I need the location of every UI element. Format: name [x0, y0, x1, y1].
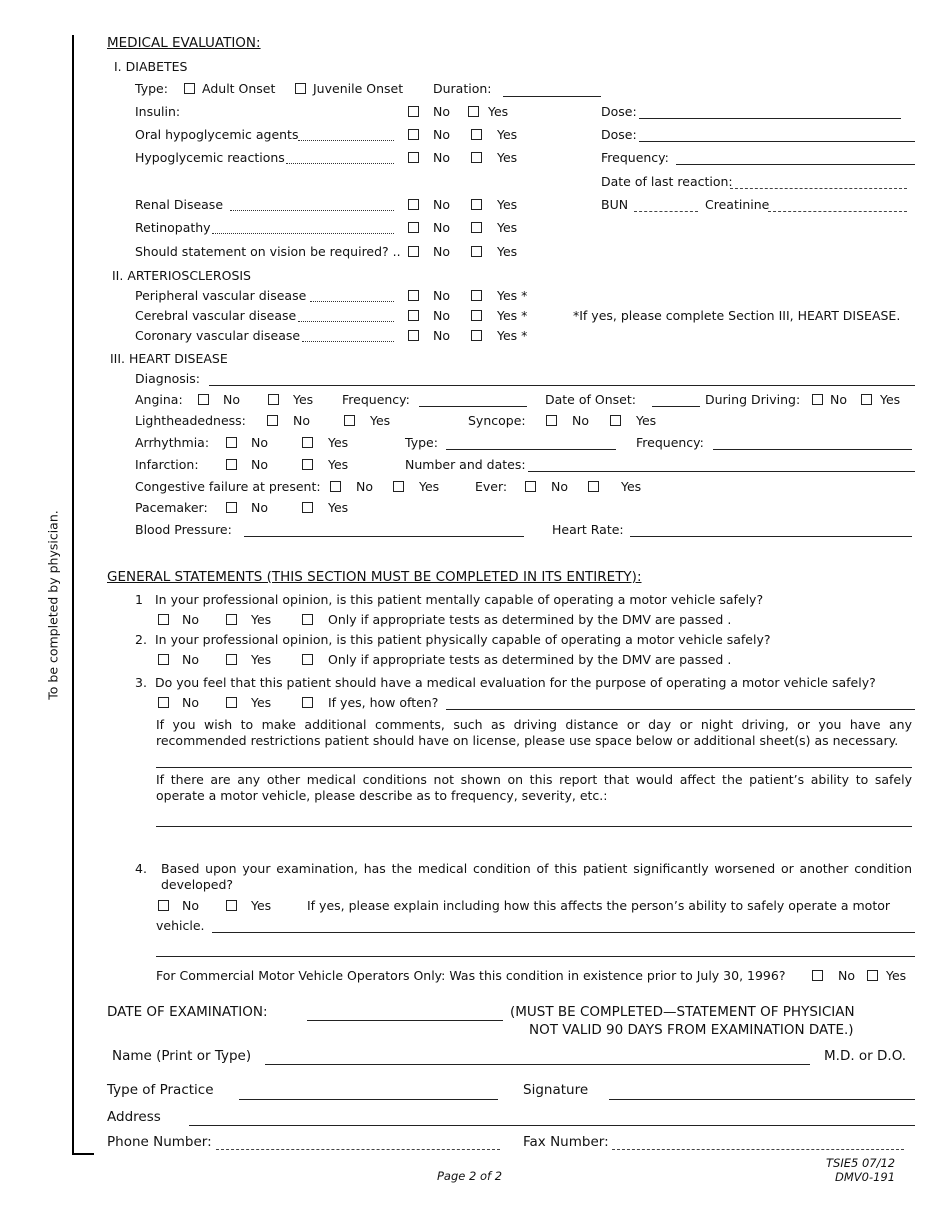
angina-frequency-label: Frequency:: [342, 392, 410, 407]
md-do-label: M.D. or D.O.: [824, 1048, 907, 1064]
name-field[interactable]: [265, 1064, 810, 1065]
pacemaker-yes-label: Yes: [328, 500, 349, 515]
comments-instructions: If you wish to make additional comments, such as driving distance or day or night driving, or you have any recommended restrictions patient should have on license, please use space below or additional sheet(s) as necessary.: [156, 717, 912, 748]
diabetes-type-label: Type:: [135, 81, 168, 96]
renal-yes-checkbox[interactable]: [471, 199, 482, 210]
driving-no-checkbox[interactable]: [812, 394, 823, 405]
arrhythmia-type-label: Type:: [405, 435, 438, 450]
q3-no-checkbox[interactable]: [158, 697, 169, 708]
light-yes-label: Yes: [370, 413, 391, 428]
commercial-no-checkbox[interactable]: [812, 970, 823, 981]
general-heading: GENERAL STATEMENTS (THIS SECTION MUST BE COMPLETED IN ITS ENTIRETY):: [107, 569, 642, 585]
commercial-question: For Commercial Motor Vehicle Operators Only: Was this condition in existence prior to July 30, 1996?: [156, 968, 786, 983]
insulin-dose-field[interactable]: [639, 118, 901, 119]
during-driving-label: During Driving:: [705, 392, 801, 407]
vision-yes-checkbox[interactable]: [471, 246, 482, 257]
q3-often-label: If yes, how often?: [328, 695, 439, 710]
q3-yes-label: Yes: [251, 695, 272, 710]
infarction-yes-checkbox[interactable]: [302, 459, 313, 470]
arrhythmia-yes-checkbox[interactable]: [302, 437, 313, 448]
q3-often-checkbox[interactable]: [302, 697, 313, 708]
ever-label: Ever:: [475, 479, 508, 494]
q2-conditional-checkbox[interactable]: [302, 654, 313, 665]
light-yes-checkbox[interactable]: [344, 415, 355, 426]
practice-label: Type of Practice: [107, 1082, 214, 1098]
cerebral-label: Cerebral vascular disease: [135, 308, 297, 323]
q2-no-checkbox[interactable]: [158, 654, 169, 665]
driving-no-label: No: [830, 392, 847, 407]
q2-number: 2.: [135, 632, 147, 647]
signature-field[interactable]: [609, 1099, 915, 1100]
q4-no-label: No: [182, 898, 199, 913]
chf-label: Congestive failure at present:: [135, 479, 321, 494]
arterio-note: *If yes, please complete Section III, HEART DISEASE.: [573, 308, 901, 323]
light-no-checkbox[interactable]: [267, 415, 278, 426]
chf-yes-checkbox[interactable]: [393, 481, 404, 492]
page-number: Page 2 of 2: [437, 1169, 503, 1183]
arterio-heading: II. ARTERIOSCLEROSIS: [112, 268, 251, 283]
driving-yes-label: Yes: [880, 392, 901, 407]
commercial-no-label: No: [838, 968, 855, 983]
leader-dots: [212, 233, 394, 234]
cerebral-yes-checkbox[interactable]: [471, 310, 482, 321]
vision-yes-label: Yes: [497, 244, 518, 259]
peripheral-no-checkbox[interactable]: [408, 290, 419, 301]
peripheral-yes-label: Yes *: [497, 288, 528, 303]
q1-no-label: No: [182, 612, 199, 627]
number-dates-field[interactable]: [528, 471, 915, 472]
retinopathy-label: Retinopathy: [135, 220, 211, 235]
renal-no-label: No: [433, 197, 450, 212]
infarction-no-label: No: [251, 457, 268, 472]
date-onset-label: Date of Onset:: [545, 392, 636, 407]
hypo-frequency-label: Frequency:: [601, 150, 669, 165]
insulin-no-checkbox[interactable]: [408, 106, 419, 117]
q3-often-field[interactable]: [446, 709, 915, 710]
angina-frequency-field[interactable]: [419, 406, 527, 407]
signature-label: Signature: [523, 1082, 589, 1098]
oral-yes-checkbox[interactable]: [471, 129, 482, 140]
oral-no-checkbox[interactable]: [408, 129, 419, 140]
bp-field[interactable]: [244, 536, 524, 537]
hr-label: Heart Rate:: [552, 522, 624, 537]
angina-no-label: No: [223, 392, 240, 407]
pacemaker-no-checkbox[interactable]: [226, 502, 237, 513]
syncope-label: Syncope:: [468, 413, 526, 428]
cerebral-yes-label: Yes *: [497, 308, 528, 323]
arrhythmia-frequency-field[interactable]: [713, 449, 912, 450]
juvenile-onset-checkbox[interactable]: [295, 83, 306, 94]
pacemaker-yes-checkbox[interactable]: [302, 502, 313, 513]
creatinine-label: Creatinine: [705, 197, 770, 212]
form-id: DMV0-191: [835, 1170, 896, 1184]
cerebral-no-label: No: [433, 308, 450, 323]
q1-conditional-checkbox[interactable]: [302, 614, 313, 625]
creatinine-field[interactable]: [768, 211, 907, 212]
insulin-no-label: No: [433, 104, 450, 119]
comments-field[interactable]: [156, 767, 912, 768]
lightheadedness-label: Lightheadedness:: [135, 413, 246, 428]
q2-text: In your professional opinion, is this patient physically capable of operating a motor vehicle safely?: [155, 632, 771, 647]
q3-yes-checkbox[interactable]: [226, 697, 237, 708]
retinopathy-no-checkbox[interactable]: [408, 222, 419, 233]
phone-field[interactable]: [216, 1149, 500, 1150]
q4-explain-field-2[interactable]: [156, 956, 915, 957]
arrhythmia-label: Arrhythmia:: [135, 435, 210, 450]
arrhythmia-no-label: No: [251, 435, 268, 450]
coronary-yes-checkbox[interactable]: [471, 330, 482, 341]
juvenile-onset-label: Juvenile Onset: [313, 81, 404, 96]
peripheral-label: Peripheral vascular disease: [135, 288, 307, 303]
cerebral-no-checkbox[interactable]: [408, 310, 419, 321]
angina-no-checkbox[interactable]: [198, 394, 209, 405]
heart-heading: III. HEART DISEASE: [110, 351, 228, 366]
renal-label: Renal Disease: [135, 197, 224, 212]
adult-onset-label: Adult Onset: [202, 81, 276, 96]
hypo-yes-checkbox[interactable]: [471, 152, 482, 163]
renal-yes-label: Yes: [497, 197, 518, 212]
coronary-no-checkbox[interactable]: [408, 330, 419, 341]
retinopathy-no-label: No: [433, 220, 450, 235]
pacemaker-no-label: No: [251, 500, 268, 515]
left-border: [72, 35, 74, 1155]
date-onset-field[interactable]: [652, 406, 700, 407]
commercial-yes-label: Yes: [886, 968, 907, 983]
q2-yes-checkbox[interactable]: [226, 654, 237, 665]
q2-yes-label: Yes: [251, 652, 272, 667]
q2-conditional-label: Only if appropriate tests as determined by the DMV are passed .: [328, 652, 732, 667]
oral-yes-label: Yes: [497, 127, 518, 142]
q4-yes-checkbox[interactable]: [226, 900, 237, 911]
leader-dots: [298, 140, 394, 141]
peripheral-no-label: No: [433, 288, 450, 303]
chf-no-label: No: [356, 479, 373, 494]
syncope-no-checkbox[interactable]: [546, 415, 557, 426]
insulin-yes-label: Yes: [488, 104, 509, 119]
fax-field[interactable]: [612, 1149, 904, 1150]
q3-no-label: No: [182, 695, 199, 710]
fax-label: Fax Number:: [523, 1134, 609, 1150]
name-label: Name (Print or Type): [112, 1048, 252, 1064]
adult-onset-checkbox[interactable]: [184, 83, 195, 94]
q4-vehicle-text: vehicle.: [156, 918, 205, 933]
must-complete-line1: (MUST BE COMPLETED—STATEMENT OF PHYSICIAN: [510, 1004, 855, 1020]
hr-field[interactable]: [630, 536, 912, 537]
bp-label: Blood Pressure:: [135, 522, 232, 537]
coronary-label: Coronary vascular disease: [135, 328, 301, 343]
duration-field[interactable]: [503, 96, 601, 97]
oral-no-label: No: [433, 127, 450, 142]
diagnosis-field[interactable]: [209, 385, 915, 386]
angina-yes-checkbox[interactable]: [268, 394, 279, 405]
arrhythmia-no-checkbox[interactable]: [226, 437, 237, 448]
q1-conditional-label: Only if appropriate tests as determined by the DMV are passed .: [328, 612, 732, 627]
retinopathy-yes-checkbox[interactable]: [471, 222, 482, 233]
insulin-label: Insulin:: [135, 104, 181, 119]
arrhythmia-frequency-label: Frequency:: [636, 435, 704, 450]
q2-no-label: No: [182, 652, 199, 667]
diagnosis-label: Diagnosis:: [135, 371, 200, 386]
form-code: TSIE5 07/12: [826, 1156, 896, 1170]
vision-label: Should statement on vision be required? ..: [135, 244, 401, 259]
oral-label: Oral hypoglycemic agents: [135, 127, 299, 142]
must-complete-line2: NOT VALID 90 DAYS FROM EXAMINATION DATE.): [529, 1022, 854, 1038]
arrhythmia-type-field[interactable]: [446, 449, 616, 450]
angina-label: Angina:: [135, 392, 183, 407]
diabetes-heading: I. DIABETES: [114, 59, 188, 74]
q3-text: Do you feel that this patient should have a medical evaluation for the purpose of operating a motor vehicle safely?: [155, 675, 876, 690]
phone-label: Phone Number:: [107, 1134, 212, 1150]
insulin-yes-checkbox[interactable]: [468, 106, 479, 117]
syncope-yes-checkbox[interactable]: [610, 415, 621, 426]
q4-yes-label: Yes: [251, 898, 272, 913]
q4-explain-field[interactable]: [212, 932, 915, 933]
leader-dots: [310, 301, 394, 302]
peripheral-yes-checkbox[interactable]: [471, 290, 482, 301]
arrhythmia-yes-label: Yes: [328, 435, 349, 450]
bun-label: BUN: [601, 197, 629, 212]
infarction-yes-label: Yes: [328, 457, 349, 472]
ever-yes-checkbox[interactable]: [588, 481, 599, 492]
driving-yes-checkbox[interactable]: [861, 394, 872, 405]
hypo-no-checkbox[interactable]: [408, 152, 419, 163]
address-label: Address: [107, 1109, 161, 1125]
bun-field[interactable]: [634, 211, 698, 212]
leader-dots: [298, 321, 394, 322]
hypo-frequency-field[interactable]: [676, 164, 915, 165]
infarction-label: Infarction:: [135, 457, 199, 472]
renal-no-checkbox[interactable]: [408, 199, 419, 210]
insulin-dose-label: Dose:: [601, 104, 637, 119]
retinopathy-yes-label: Yes: [497, 220, 518, 235]
oral-dose-label: Dose:: [601, 127, 637, 142]
leader-dots: [230, 210, 394, 211]
pacemaker-label: Pacemaker:: [135, 500, 208, 515]
q4-explain-text: If yes, please explain including how this affects the person’s ability to safely operate a motor: [307, 898, 891, 913]
q1-yes-label: Yes: [251, 612, 272, 627]
other-conditions-field[interactable]: [156, 826, 912, 827]
chf-no-checkbox[interactable]: [330, 481, 341, 492]
hypo-yes-label: Yes: [497, 150, 518, 165]
leader-dots: [286, 163, 394, 164]
hypo-label: Hypoglycemic reactions: [135, 150, 285, 165]
q4-text: Based upon your examination, has the medical condition of this patient significantly worsened or another condition developed?: [161, 861, 912, 892]
practice-field[interactable]: [239, 1099, 498, 1100]
number-dates-label: Number and dates:: [405, 457, 526, 472]
vision-no-checkbox[interactable]: [408, 246, 419, 257]
other-conditions-instructions: If there are any other medical conditions not shown on this report that would affect the patient’s ability to safely operate a motor vehicle, please describe as to frequency, severity, etc.:: [156, 772, 912, 803]
syncope-no-label: No: [572, 413, 589, 428]
q1-text: In your professional opinion, is this patient mentally capable of operating a motor vehicle safely?: [155, 592, 764, 607]
chf-yes-label: Yes: [419, 479, 440, 494]
ever-no-label: No: [551, 479, 568, 494]
q1-yes-checkbox[interactable]: [226, 614, 237, 625]
commercial-yes-checkbox[interactable]: [867, 970, 878, 981]
oral-dose-field[interactable]: [639, 141, 915, 142]
bottom-left-border: [72, 1153, 94, 1155]
side-note: To be completed by physician.: [45, 510, 61, 700]
ever-no-checkbox[interactable]: [525, 481, 536, 492]
q3-number: 3.: [135, 675, 147, 690]
address-field[interactable]: [189, 1125, 915, 1126]
q1-no-checkbox[interactable]: [158, 614, 169, 625]
duration-label: Duration:: [433, 81, 492, 96]
last-reaction-field[interactable]: [730, 188, 907, 189]
ever-yes-label: Yes: [621, 479, 642, 494]
vision-no-label: No: [433, 244, 450, 259]
q4-number: 4.: [135, 861, 147, 876]
infarction-no-checkbox[interactable]: [226, 459, 237, 470]
date-exam-field[interactable]: [307, 1020, 503, 1021]
date-exam-label: DATE OF EXAMINATION:: [107, 1004, 268, 1020]
coronary-yes-label: Yes *: [497, 328, 528, 343]
q4-no-checkbox[interactable]: [158, 900, 169, 911]
hypo-no-label: No: [433, 150, 450, 165]
angina-yes-label: Yes: [293, 392, 314, 407]
page-title: MEDICAL EVALUATION:: [107, 35, 261, 51]
coronary-no-label: No: [433, 328, 450, 343]
leader-dots: [302, 341, 394, 342]
syncope-yes-label: Yes: [636, 413, 657, 428]
last-reaction-label: Date of last reaction:: [601, 174, 733, 189]
q1-number: 1: [135, 592, 143, 607]
light-no-label: No: [293, 413, 310, 428]
